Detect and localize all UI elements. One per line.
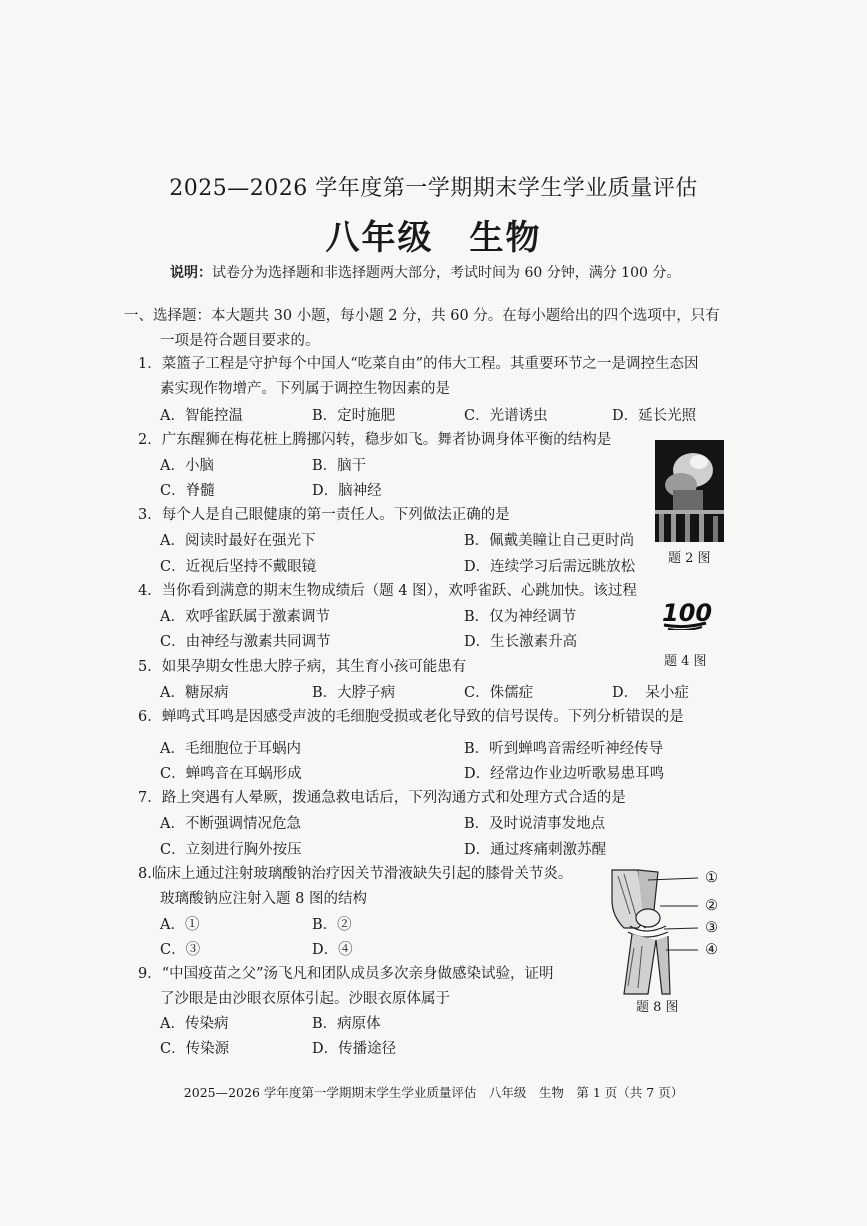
question-5-option-d: D． 呆小症 (612, 685, 689, 701)
question-9-option-a: A．传染病 (160, 1016, 229, 1032)
hundred-points-icon (660, 596, 712, 630)
lion-dance-photo (655, 440, 724, 542)
question-1-stem: 1．菜篮子工程是守护每个中国人“吃菜自由”的伟大工程。其重要环节之一是调控生态因 (138, 356, 699, 372)
figure-8-label-2: ② (705, 898, 718, 914)
question-7-option-a: A．不断强调情况危急 (160, 816, 301, 832)
question-4-stem: 4．当你看到满意的期末生物成绩后（题 4 图），欢呼雀跃、心跳加快。该过程 (138, 583, 637, 599)
question-3-option-b: B．佩戴美瞳让自己更时尚 (464, 533, 635, 549)
question-5-option-c: C．侏儒症 (464, 685, 534, 701)
question-7-stem: 7．路上突遇有人晕厥，拨通急救电话后，下列沟通方式和处理方式合适的是 (138, 790, 626, 806)
question-3-option-c: C．近视后坚持不戴眼镜 (160, 559, 317, 575)
question-9-option-d: D．传播途径 (312, 1041, 397, 1057)
question-5-stem: 5．如果孕期女性患大脖子病，其生育小孩可能患有 (138, 659, 467, 675)
question-2-option-d: D．脑神经 (312, 483, 382, 499)
question-2-option-c: C．脊髓 (160, 483, 215, 499)
question-7-option-b: B．及时说清事发地点 (464, 816, 606, 832)
question-1-option-b: B．定时施肥 (312, 408, 396, 424)
question-8-stem-cont: 玻璃酸钠应注射入题 8 图的结构 (160, 891, 367, 907)
question-7-option-c: C．立刻进行胸外按压 (160, 842, 302, 858)
question-4-option-d: D．生长激素升高 (464, 634, 578, 650)
exam-instructions (170, 262, 680, 282)
question-4-option-c: C．由神经与激素共同调节 (160, 634, 331, 650)
question-1-stem-cont: 素实现作物增产。下列属于调控生物因素的是 (160, 381, 450, 397)
figure-8-label-1: ① (705, 870, 718, 886)
question-1-option-d: D．延长光照 (612, 408, 697, 424)
hundred-points-text: 100 (662, 599, 712, 627)
question-8-option-b: B．② (312, 917, 352, 933)
question-6-option-a: A．毛细胞位于耳蜗内 (160, 741, 301, 757)
page-footer: 2025—2026 学年度第一学期期末学生学业质量评估 八年级 生物 第 1 页（共 7 页） (183, 1085, 684, 1100)
question-6-option-c: C．蝉鸣音在耳蜗形成 (160, 766, 302, 782)
exam-title: 2025—2026 学年度第一学期期末学生学业质量评估 (169, 176, 698, 201)
question-8-option-c: C．③ (160, 942, 201, 958)
question-2-option-a: A．小脑 (160, 458, 214, 474)
figure-8-caption: 题 8 图 (636, 1000, 679, 1015)
question-5-option-b: B．大脖子病 (312, 685, 396, 701)
instructions-text: 试卷分为选择题和非选择题两大部分，考试时间为 60 分钟，满分 100 分。 (212, 265, 681, 281)
question-7-option-d: D．通过疼痛刺激苏醒 (464, 842, 607, 858)
question-8-option-d: D．④ (312, 942, 353, 958)
question-6-stem: 6．蝉鸣式耳鸣是因感受声波的毛细胞受损或老化导致的信号误传。下列分析错误的是 (138, 709, 684, 725)
question-9-option-b: B．病原体 (312, 1016, 381, 1032)
figure-8-label-3: ③ (705, 920, 718, 936)
figure-4-caption: 题 4 图 (664, 654, 707, 669)
question-6-option-b: B．听到蝉鸣音需经听神经传导 (464, 741, 664, 757)
section-heading: 一、选择题：本大题共 30 小题，每小题 2 分，共 60 分。在每小题给出的四个选项中，只有 (124, 308, 720, 324)
question-3-stem: 3．每个人是自己眼健康的第一责任人。下列做法正确的是 (138, 507, 510, 523)
question-9-stem-cont: 了沙眼是由沙眼衣原体引起。沙眼衣原体属于 (160, 991, 450, 1007)
section-heading-cont: 一项是符合题目要求的。 (160, 333, 320, 349)
question-4-option-a: A．欢呼雀跃属于激素调节 (160, 609, 330, 625)
question-8-option-a: A．① (160, 917, 200, 933)
figure-2-caption: 题 2 图 (668, 551, 711, 566)
question-8-stem: 8.临床上通过注射玻璃酸钠治疗因关节滑液缺失引起的膝骨关节炎。 (138, 866, 573, 882)
question-1-option-c: C．光谱诱虫 (464, 408, 548, 424)
question-9-option-c: C．传染源 (160, 1041, 230, 1057)
question-4-option-b: B．仅为神经调节 (464, 609, 577, 625)
question-5-option-a: A．糖尿病 (160, 685, 229, 701)
figure-8-label-4: ④ (705, 942, 718, 958)
question-3-option-a: A．阅读时最好在强光下 (160, 533, 316, 549)
question-2-stem: 2．广东醒狮在梅花桩上腾挪闪转，稳步如飞。舞者协调身体平衡的结构是 (138, 432, 612, 448)
exam-subject: 八年级 生物 (325, 218, 542, 258)
question-1-option-a: A．智能控温 (160, 408, 243, 424)
question-3-option-d: D．连续学习后需远眺放松 (464, 559, 636, 575)
question-6-option-d: D．经常边作业边听歌易患耳鸣 (464, 766, 665, 782)
instructions-label: 说明： (170, 265, 212, 281)
question-9-stem: 9．“中国疫苗之父”汤飞凡和团队成员多次亲身做感染试验，证明 (138, 966, 554, 982)
question-2-option-b: B．脑干 (312, 458, 367, 474)
